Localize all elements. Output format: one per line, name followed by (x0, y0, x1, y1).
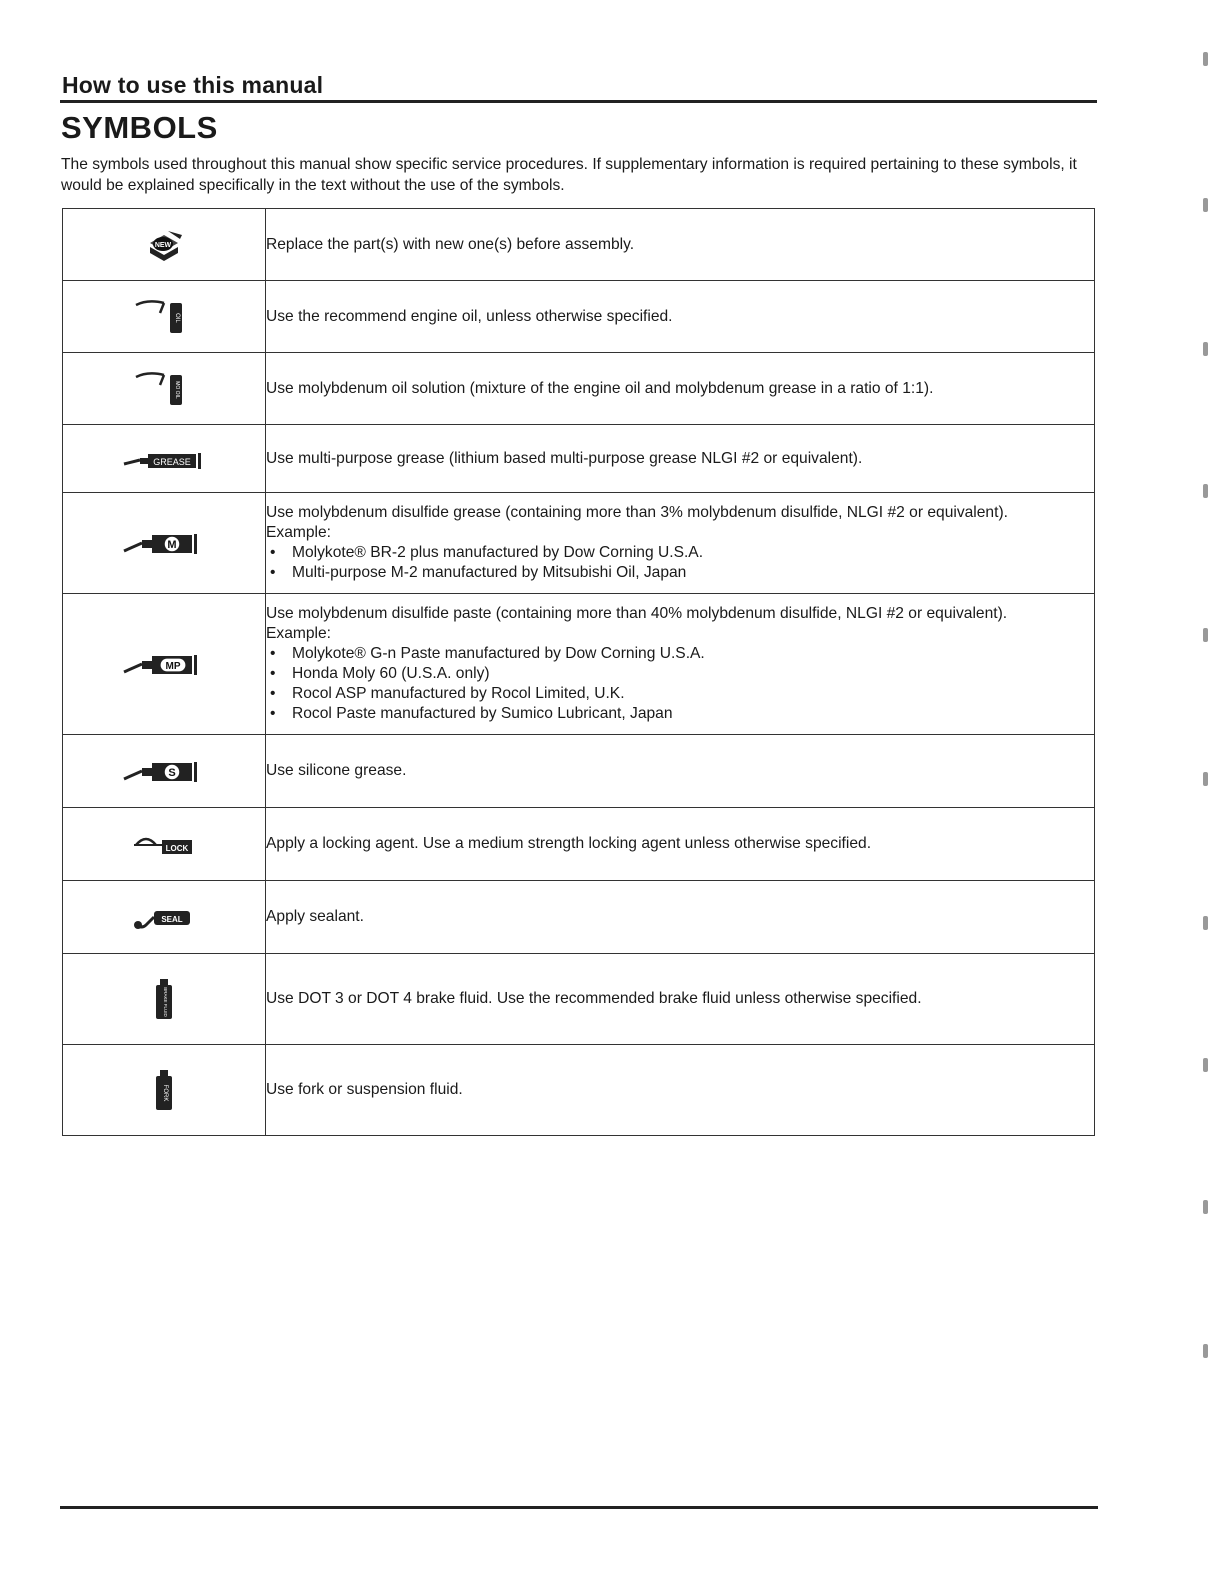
table-row (63, 954, 1095, 1045)
binder-hole-mark (1203, 772, 1208, 786)
section-heading: How to use this manual (62, 72, 324, 98)
silicone-grease-icon (122, 757, 206, 785)
table-row (63, 808, 1095, 881)
table-row (63, 881, 1095, 954)
binder-hole-mark (1203, 628, 1208, 642)
fork-fluid-icon (154, 1070, 174, 1110)
binder-hole-mark (1203, 198, 1208, 212)
svg-text:NEW: NEW (154, 241, 172, 249)
symbol-description: Use multi-purpose grease (lithium based multi-purpose grease NLGI #2 or equivalent). (266, 425, 1095, 493)
binder-hole-mark (1203, 1058, 1208, 1072)
example-label: Example: (266, 524, 332, 541)
multi-purpose-grease-icon (122, 446, 206, 472)
binder-hole-mark (1203, 342, 1208, 356)
svg-text:OIL: OIL (174, 312, 180, 323)
symbol-description: Use fork or suspension fluid. (266, 1045, 1095, 1136)
molybdenum-disulfide-grease-icon (122, 529, 206, 557)
molybdenum-oil-solution-icon (134, 369, 194, 409)
symbol-description: Replace the part(s) with new one(s) before assembly. (266, 209, 1095, 281)
svg-text:GREASE: GREASE (153, 456, 191, 467)
svg-text:BRAKE FLUID: BRAKE FLUID (163, 987, 168, 1017)
example-list (266, 644, 1094, 724)
header-rule (60, 100, 1097, 103)
table-row (63, 1045, 1095, 1136)
brake-fluid-icon (154, 979, 174, 1019)
svg-text:MP: MP (165, 661, 181, 672)
symbol-description: Apply sealant. (266, 881, 1095, 954)
new-part-icon (142, 227, 186, 263)
footer-rule (60, 1506, 1098, 1509)
molybdenum-disulfide-paste-icon (122, 650, 206, 678)
list-item: • Rocol Paste manufactured by Sumico Lubricant, Japan (266, 704, 1094, 724)
symbol-description: Use the recommend engine oil, unless otherwise specified. (266, 281, 1095, 353)
list-item: • Multi-purpose M-2 manufactured by Mitsubishi Oil, Japan (266, 563, 1094, 583)
binder-hole-mark (1203, 52, 1208, 66)
table-row (63, 209, 1095, 281)
page-title: SYMBOLS (61, 110, 218, 145)
list-item: • Molykote® G-n Paste manufactured by Dow Corning U.S.A. (266, 644, 1094, 664)
symbols-table (62, 208, 1095, 1136)
table-row (63, 735, 1095, 808)
svg-text:S: S (168, 767, 176, 779)
symbol-description: Use silicone grease. (266, 735, 1095, 808)
svg-text:M: M (167, 539, 177, 551)
table-row (63, 594, 1095, 735)
binder-hole-mark (1203, 484, 1208, 498)
binder-hole-mark (1203, 1344, 1208, 1358)
binder-hole-mark (1203, 1200, 1208, 1214)
example-label: Example: (266, 625, 332, 642)
sealant-icon (132, 903, 196, 931)
table-row (63, 353, 1095, 425)
engine-oil-icon (134, 297, 194, 337)
symbol-description: Use molybdenum oil solution (mixture of the engine oil and molybdenum grease in a ratio of 1:1). (266, 353, 1095, 425)
svg-text:FORK: FORK (162, 1084, 168, 1102)
list-item: • Molykote® BR-2 plus manufactured by Dow Corning U.S.A. (266, 543, 1094, 563)
example-list (266, 543, 1094, 583)
binder-hole-mark (1203, 916, 1208, 930)
table-row (63, 281, 1095, 353)
symbol-description: Apply a locking agent. Use a medium strength locking agent unless otherwise specified. (266, 808, 1095, 881)
symbol-description: Use molybdenum disulfide paste (containing more than 40% molybdenum disulfide, NLGI #2 or equivalent). Example: • Molykote® G-n Paste manufactured by Dow Corning U.S.A. • Honda Moly 60 (U.S.A. only) • Rocol ASP manufactured by Rocol Limited, U.K. • Rocol Paste manufactured by Sumico Lubricant, Japan (266, 594, 1095, 735)
table-row (63, 493, 1095, 594)
list-item: • Honda Moly 60 (U.S.A. only) (266, 664, 1094, 684)
table-row (63, 425, 1095, 493)
locking-agent-icon (132, 831, 196, 857)
symbol-description: Use molybdenum disulfide grease (containing more than 3% molybdenum disulfide, NLGI #2 or equivalent). Example: • Molykote® BR-2 plus manufactured by Dow Corning U.S.A. • Multi-purpose M-2 manufactured by Mitsubishi Oil, Japan (266, 493, 1095, 594)
symbol-description: Use DOT 3 or DOT 4 brake fluid. Use the recommended brake fluid unless otherwise specified. (266, 954, 1095, 1045)
svg-text:MO OIL: MO OIL (174, 380, 180, 399)
svg-text:SEAL: SEAL (161, 915, 183, 924)
intro-paragraph: The symbols used throughout this manual show specific service procedures. If supplementary information is required pertaining to these symbols, it would be explained specifically in the text without the use of the symbols. (61, 156, 1077, 194)
list-item: • Rocol ASP manufactured by Rocol Limited, U.K. (266, 684, 1094, 704)
svg-text:LOCK: LOCK (165, 844, 189, 853)
